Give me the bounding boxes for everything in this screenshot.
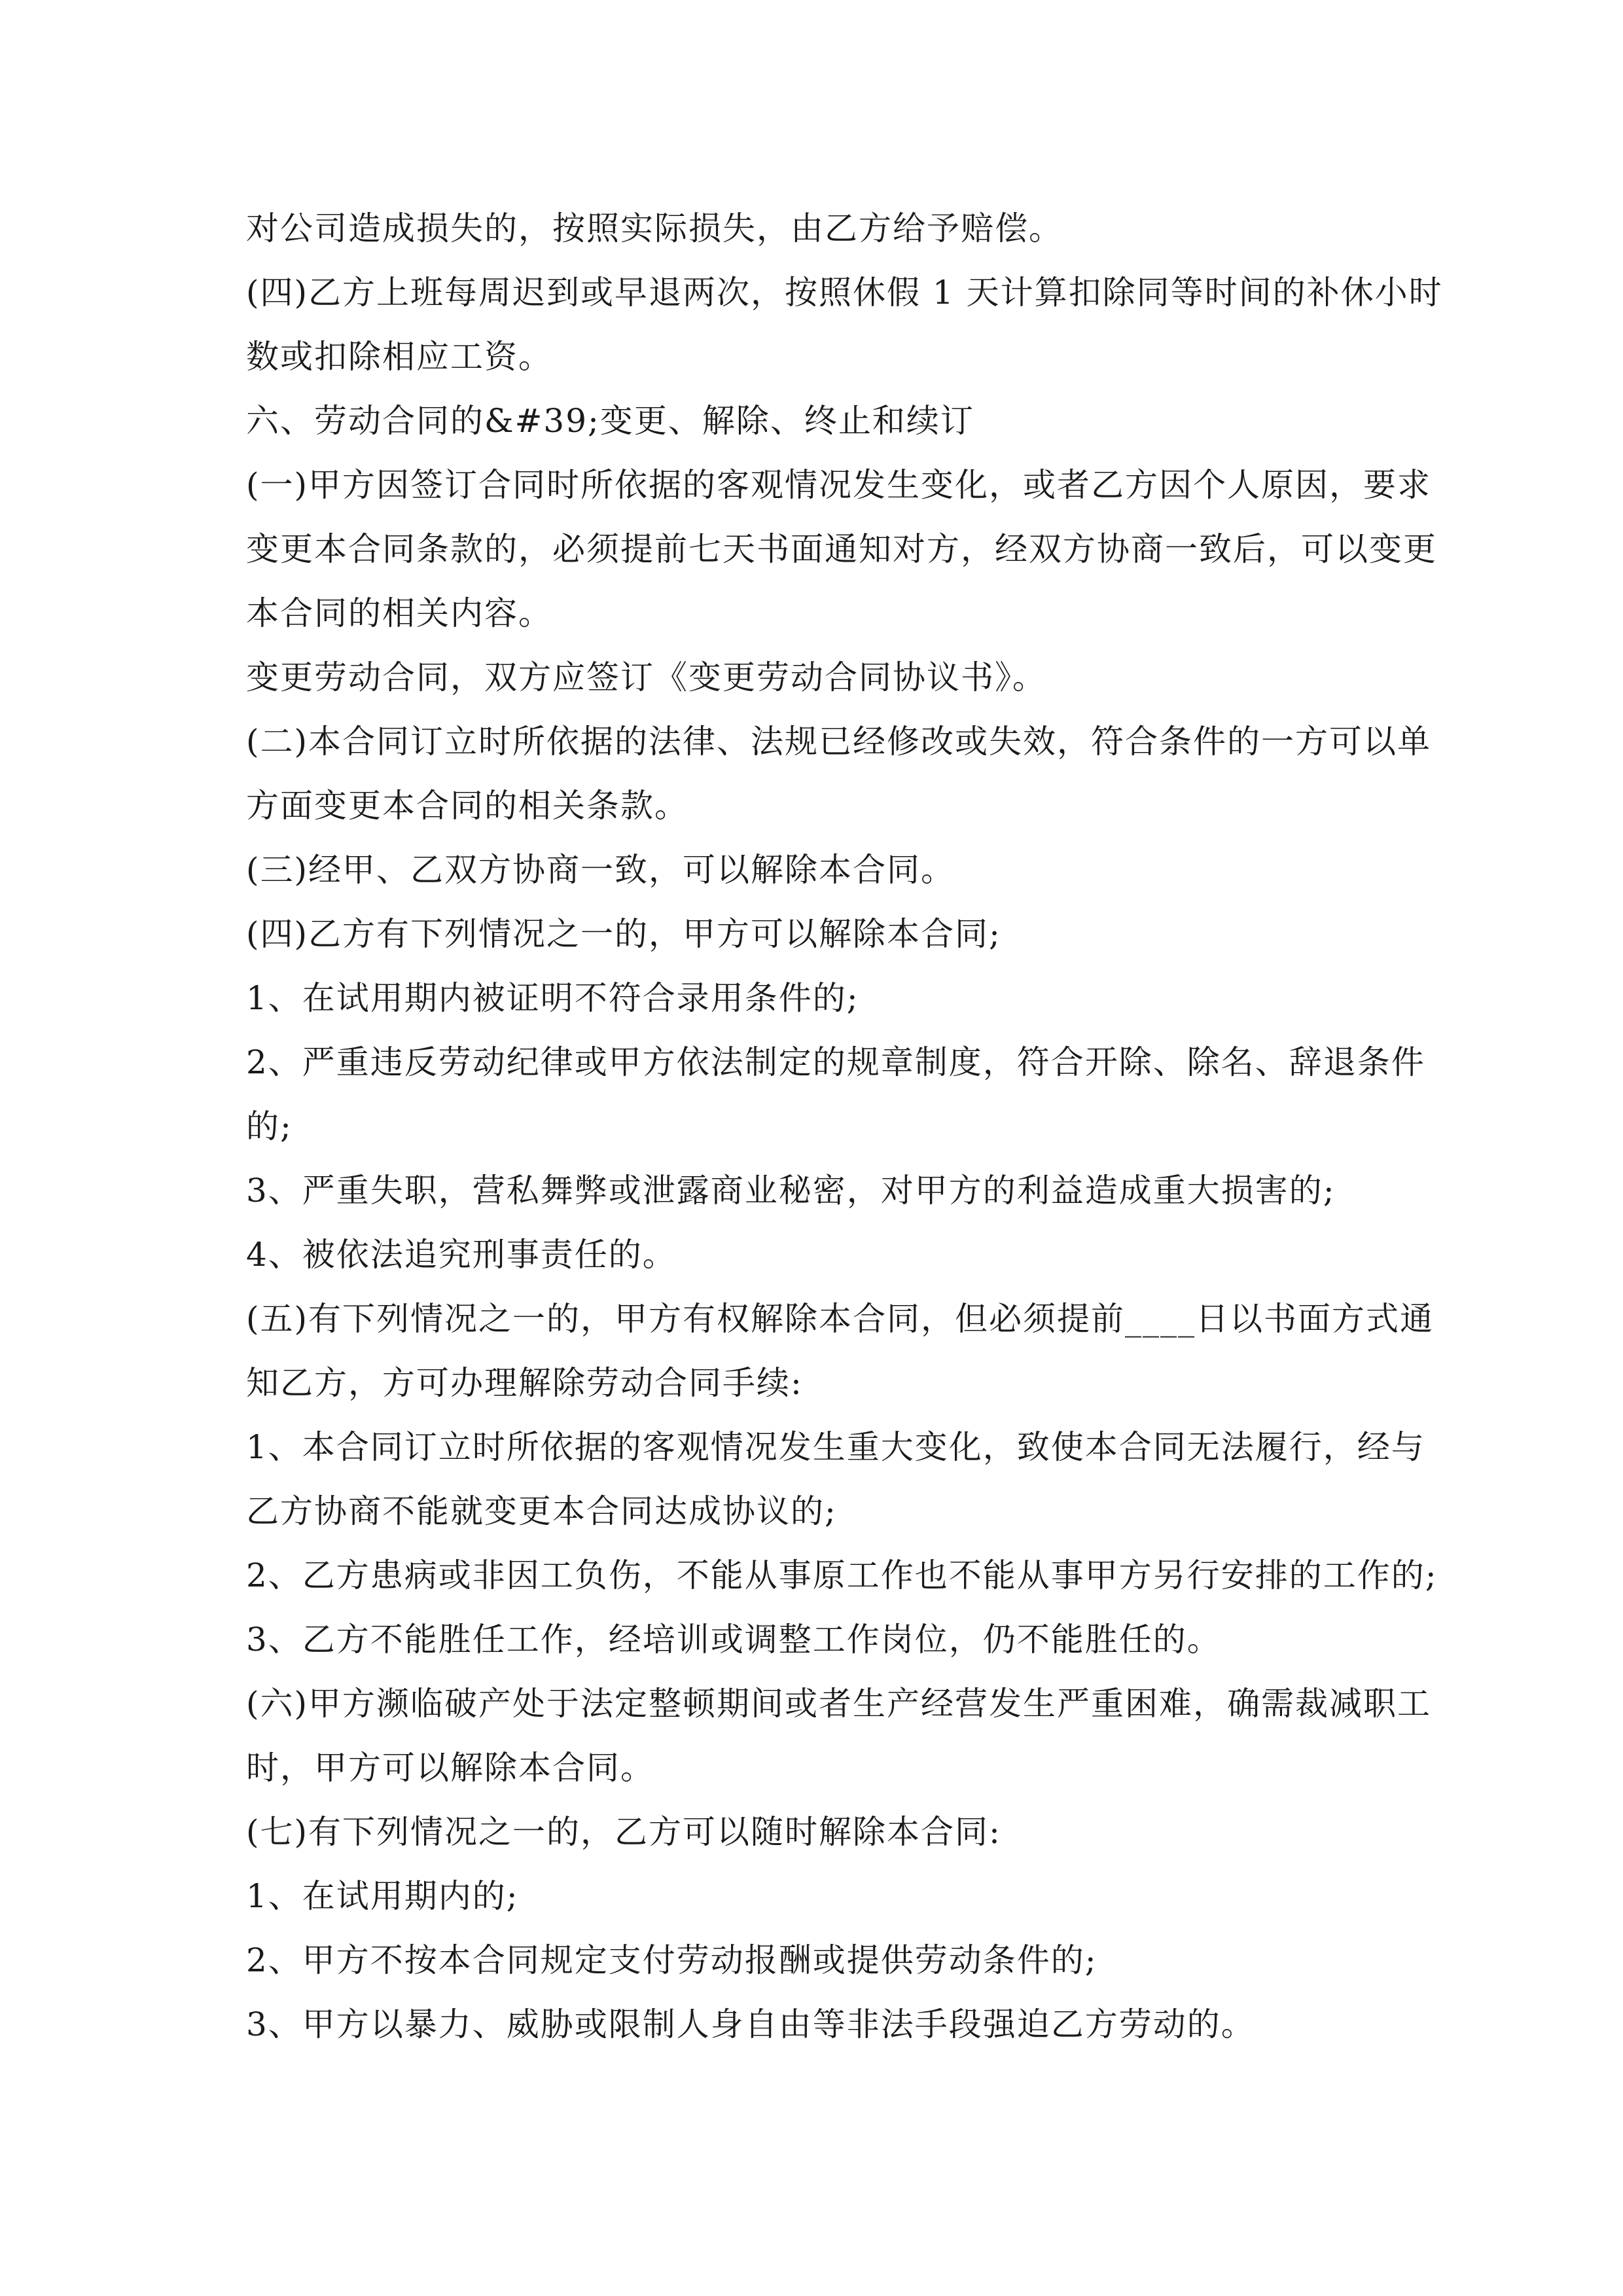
- text-line: 变更本合同条款的，必须提前七天书面通知对方，经双方协商一致后，可以变更: [246, 530, 1437, 568]
- text-line: 时，甲方可以解除本合同。: [246, 1749, 654, 1787]
- text-line: (一)甲方因签订合同时所依据的客观情况发生变化，或者乙方因个人原因，要求: [246, 466, 1432, 504]
- list-item: 1、本合同订立时所依据的客观情况发生重大变化，致使本合同无法履行，经与: [246, 1428, 1425, 1466]
- text-line: (四)乙方上班每周迟到或早退两次，按照休假 1 天计算扣除同等时间的补休小时: [246, 274, 1443, 312]
- list-item: 1、在试用期内被证明不符合录用条件的;: [246, 979, 859, 1017]
- section-heading: 六、劳动合同的&#39;变更、解除、终止和续订: [246, 402, 974, 440]
- text-line: (二)本合同订立时所依据的法律、法规已经修改或失效，符合条件的一方可以单: [246, 723, 1432, 761]
- list-item: 2、甲方不按本合同规定支付劳动报酬或提供劳动条件的;: [246, 1941, 1097, 1979]
- text-line: 数或扣除相应工资。: [246, 338, 552, 376]
- text-line: 知乙方，方可办理解除劳动合同手续:: [246, 1364, 803, 1402]
- text-line: (五)有下列情况之一的，甲方有权解除本合同，但必须提前____日以书面方式通: [246, 1300, 1435, 1338]
- list-item: 4、被依法追究刑事责任的。: [246, 1236, 677, 1274]
- text-line: 变更劳动合同，双方应签订《变更劳动合同协议书》。: [246, 658, 1046, 696]
- list-item: 1、在试用期内的;: [246, 1877, 519, 1915]
- list-item: 3、乙方不能胜任工作，经培训或调整工作岗位，仍不能胜任的。: [246, 1621, 1221, 1659]
- document-body: [246, 196, 1443, 2056]
- list-item: 2、严重违反劳动纪律或甲方依法制定的规章制度，符合开除、除名、辞退条件: [246, 1043, 1425, 1081]
- list-item: 3、甲方以暴力、威胁或限制人身自由等非法手段强迫乙方劳动的。: [246, 2005, 1255, 2043]
- text-line: (七)有下列情况之一的，乙方可以随时解除本合同:: [246, 1813, 1001, 1851]
- text-line: (四)乙方有下列情况之一的，甲方可以解除本合同;: [246, 915, 1001, 953]
- text-line: 本合同的相关内容。: [246, 594, 552, 632]
- list-item: 2、乙方患病或非因工负伤，不能从事原工作也不能从事甲方另行安排的工作的;: [246, 1556, 1438, 1594]
- text-line: 对公司造成损失的，按照实际损失，由乙方给予赔偿。: [246, 209, 1063, 247]
- text-line: 方面变更本合同的相关条款。: [246, 787, 688, 825]
- text-line: 乙方协商不能就变更本合同达成协议的;: [246, 1492, 837, 1530]
- text-line: (三)经甲、乙双方协商一致，可以解除本合同。: [246, 851, 955, 889]
- list-item: 3、严重失职，营私舞弊或泄露商业秘密，对甲方的利益造成重大损害的;: [246, 1172, 1336, 1210]
- text-line: 的;: [246, 1107, 293, 1145]
- text-line: (六)甲方濒临破产处于法定整顿期间或者生产经营发生严重困难，确需裁减职工: [246, 1685, 1432, 1723]
